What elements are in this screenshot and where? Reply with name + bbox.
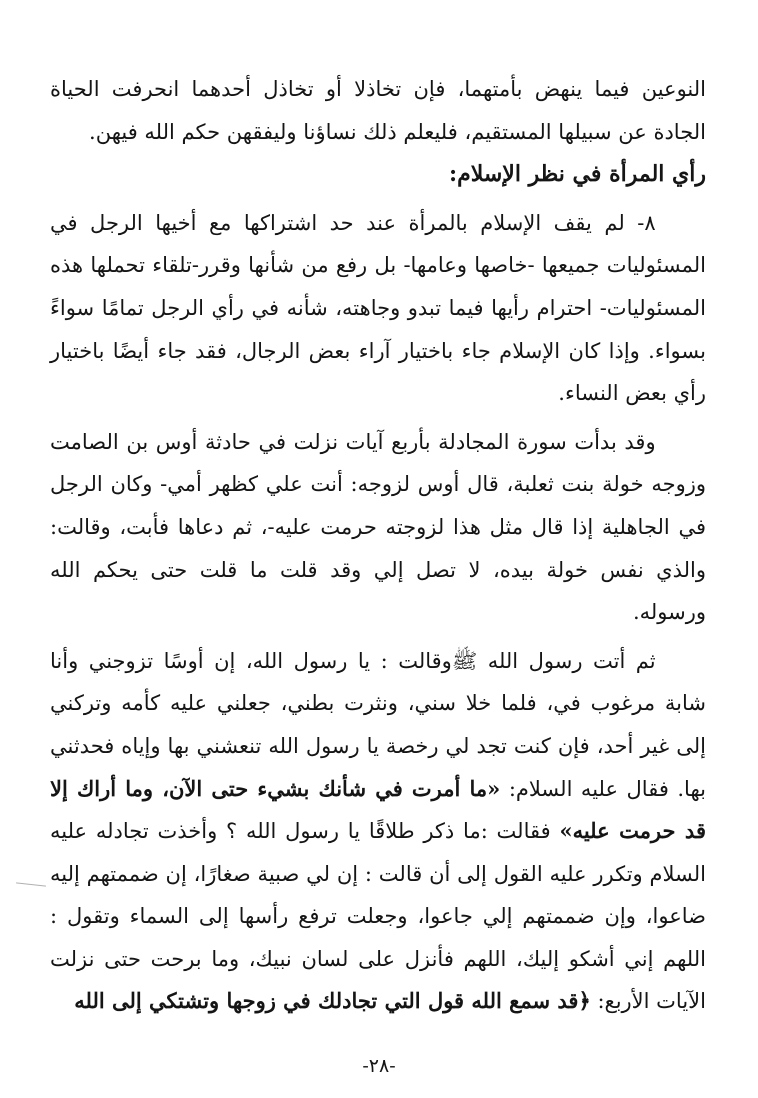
scan-mark xyxy=(16,882,46,886)
section-heading: رأي المرأة في نظر الإسلام: xyxy=(448,161,706,188)
paragraph-4 xyxy=(50,640,706,1023)
paragraph-4-part-3: فقالت :ما ذكر طلاقًا يا رسول الله ؟ وأخذت تجادله عليه السلام وتكرر عليه القول إلى أن قالت : إن لي صبية صغارًا، إن ضممتهم إليه ضاعوا، وإن ضممتهم إلي جاعوا، وجعلت ترفع رأسها إلى السماء وتقول : اللهم إني أشكو إليك، اللهم فأنزل على لسان نبيك، وما برحت حتى نزلت الآيات الأربع: xyxy=(50,819,706,1014)
paragraph-4-part-1: ثم أتت رسول الله ﷺوقالت : يا رسول الله، إن أوسًا تزوجني وأنا شابة مرغوب في، فلما خلا سني، ونثرت بطني، جعلني عليه كأمه وتركني إلى غير أحد، فإن كنت تجد لي رخصة يا رسول الله تنعشني بها وإياه فحدثني بها. فقال عليه السلام: xyxy=(50,648,706,801)
paragraph-2: ٨- لم يقف الإسلام بالمرأة عند حد اشتراكها مع أخيها الرجل في المسئوليات جميعها -خاصها وعامها- بل رفع من شأنها وقرر-تلقاء تحملها هذه المسئوليات- احترام رأيها فيما تبدو وجاهته، شأنه في رأي الرجل تمامًا سواءً بسواء. وإذا كان الإسلام جاء باختيار آراء بعض الرجال، فقد جاء أيضًا باختيار رأي بعض النساء. xyxy=(50,210,706,406)
paragraph-1: النوعين فيما ينهض بأمتهما، فإن تخاذلا أو تخاذل أحدهما انحرفت الحياة الجادة عن سبيلها المستقيم، فليعلم ذلك نساؤنا وليفقهن حكم الله فيهن. xyxy=(50,77,706,144)
page-number: -٢٨- xyxy=(362,1055,396,1077)
page-body xyxy=(50,68,706,1023)
hadith-quote: «ما أمرت في شأنك بشيء حتى الآن، وما أراك إلا قد حرمت عليه» xyxy=(50,775,706,844)
paragraph-3: وقد بدأت سورة المجادلة بأربع آيات نزلت في حادثة أوس بن الصامت وزوجه خولة بنت ثعلبة، قال أوس لزوجه: أنت علي كظهر أمي- وكان الرجل في الجاهلية إذا قال مثل هذا لزوجته حرمت عليه-، ثم دعاها فأبت، وقالت: والذي نفس خولة بيده، لا تصل إلي وقد قلت ما قلت حتى يحكم الله ورسوله. xyxy=(50,429,706,625)
quran-verse: ﴿قد سمع الله قول التي تجادلك في زوجها وتشتكي إلى الله xyxy=(74,988,591,1014)
